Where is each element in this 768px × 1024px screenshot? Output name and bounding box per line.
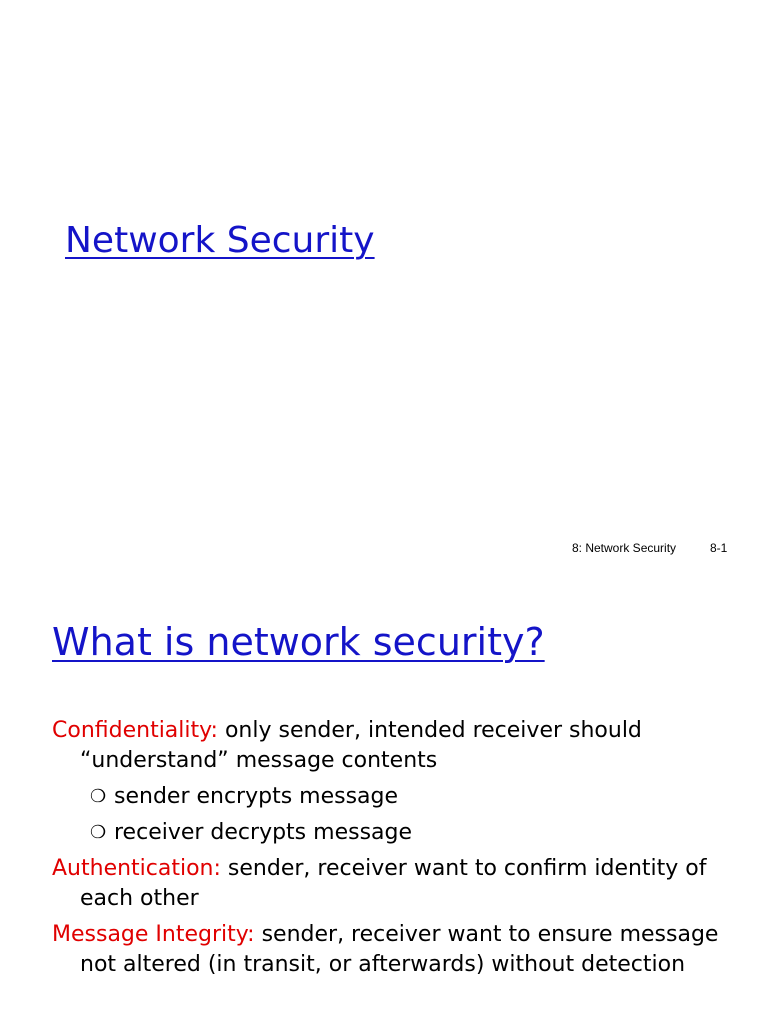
term-description: only sender, intended receiver should “understand” message contents [80,718,642,773]
slide-title: What is network security? [52,620,545,664]
slide-body [52,716,752,986]
footer-title: 8: Network Security [572,541,677,555]
message-integrity-item [52,920,752,980]
sub-bullet-item [52,818,752,848]
sub-bullet-text: sender encrypts message [114,784,399,809]
term-description: sender, receiver want to ensure message not altered (in transit, or afterwards) without detection [80,922,719,977]
term-label: Confidentiality: [52,718,218,743]
hollow-circle-bullet-icon: ❍ [90,786,107,807]
confidentiality-item [52,716,752,776]
sub-bullet-text: receiver decrypts message [114,820,413,845]
term-description: sender, receiver want to confirm identity of each other [80,856,707,911]
term-label: Message Integrity: [52,922,255,947]
page-number: 8-1 [710,541,728,555]
slide-title: Network Security [65,220,375,261]
hollow-circle-bullet-icon: ❍ [90,822,107,843]
sub-bullet-item [52,782,752,812]
authentication-item [52,854,752,914]
term-label: Authentication: [52,856,221,881]
